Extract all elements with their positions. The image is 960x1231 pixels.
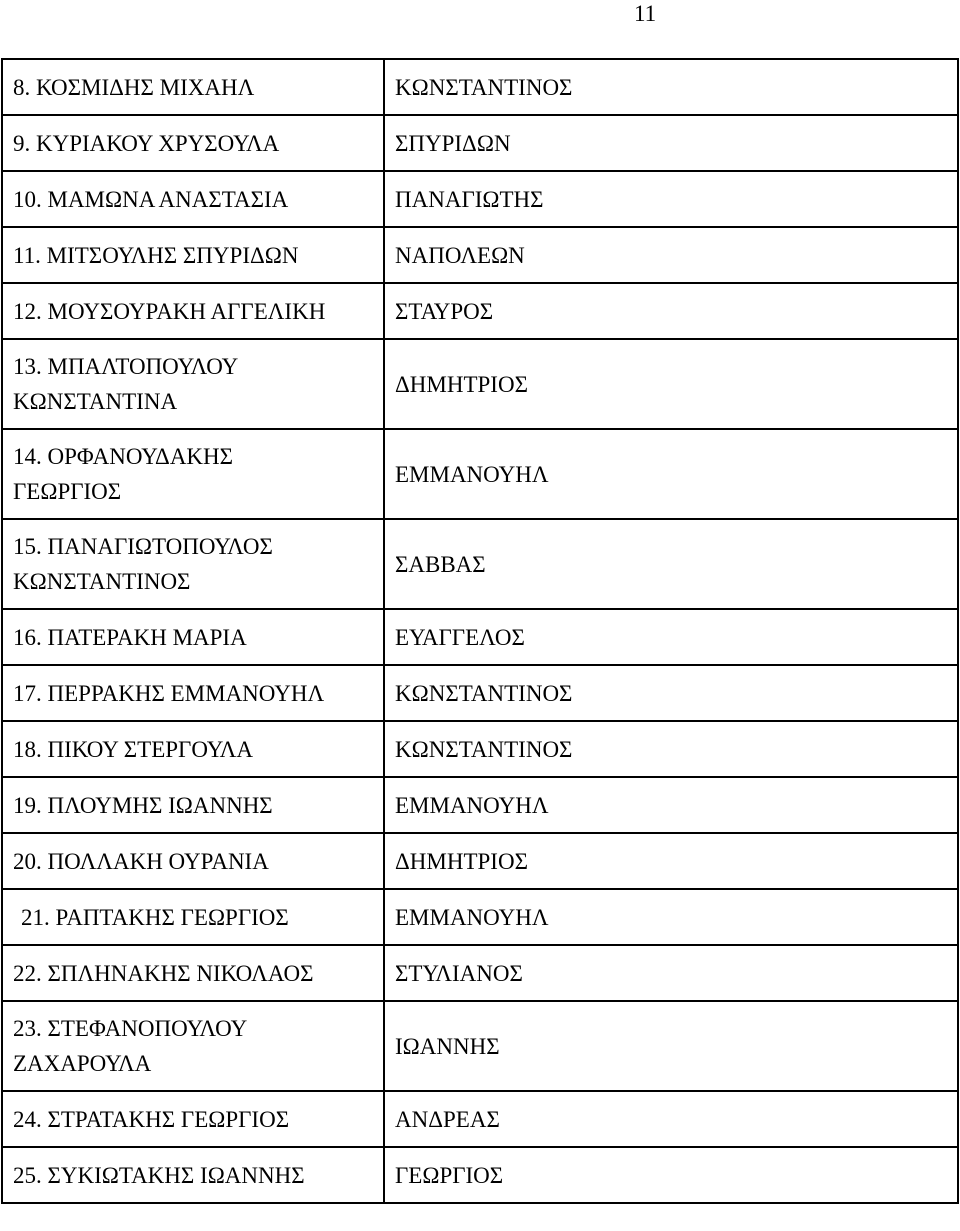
- table-row: [2, 833, 958, 889]
- table-row: [2, 227, 958, 283]
- father-name-cell: ΕΜΜΑΝΟΥΗΛ: [384, 429, 958, 519]
- person-name-cell: 11. ΜΙΤΣΟΥΛΗΣ ΣΠΥΡΙΔΩΝ: [2, 227, 384, 283]
- person-name-cell: 24. ΣΤΡΑΤΑΚΗΣ ΓΕΩΡΓΙΟΣ: [2, 1091, 384, 1147]
- table-row: [2, 609, 958, 665]
- table-row: [2, 945, 958, 1001]
- table-row: [2, 1147, 958, 1203]
- table-row: [2, 1001, 958, 1091]
- table-row: [2, 1091, 958, 1147]
- person-name-cell: 23. ΣΤΕΦΑΝΟΠΟΥΛΟΥ ΖΑΧΑΡΟΥΛΑ: [2, 1001, 384, 1091]
- person-name-cell: 21. ΡΑΠΤΑΚΗΣ ΓΕΩΡΓΙΟΣ: [2, 889, 384, 945]
- person-name-cell: 9. ΚΥΡΙΑΚΟΥ ΧΡΥΣΟΥΛΑ: [2, 115, 384, 171]
- names-table: [1, 58, 959, 1204]
- father-name-cell: ΕΥΑΓΓΕΛΟΣ: [384, 609, 958, 665]
- father-name-cell: ΠΑΝΑΓΙΩΤΗΣ: [384, 171, 958, 227]
- father-name-cell: ΓΕΩΡΓΙΟΣ: [384, 1147, 958, 1203]
- father-name-cell: ΔΗΜΗΤΡΙΟΣ: [384, 833, 958, 889]
- father-name-cell: ΚΩΝΣΤΑΝΤΙΝΟΣ: [384, 665, 958, 721]
- table-row: [2, 115, 958, 171]
- father-name-cell: ΑΝΔΡΕΑΣ: [384, 1091, 958, 1147]
- person-name-cell: 13. ΜΠΑΛΤΟΠΟΥΛΟΥ ΚΩΝΣΤΑΝΤΙΝΑ: [2, 339, 384, 429]
- person-name-cell: 18. ΠΙΚΟΥ ΣΤΕΡΓΟΥΛΑ: [2, 721, 384, 777]
- father-name-cell: ΣΑΒΒΑΣ: [384, 519, 958, 609]
- father-name-cell: ΣΤΥΛΙΑΝΟΣ: [384, 945, 958, 1001]
- table-row: [2, 171, 958, 227]
- person-name-cell: 25. ΣΥΚΙΩΤΑΚΗΣ ΙΩΑΝΝΗΣ: [2, 1147, 384, 1203]
- person-name-cell: 15. ΠΑΝΑΓΙΩΤΟΠΟΥΛΟΣ ΚΩΝΣΤΑΝΤΙΝΟΣ: [2, 519, 384, 609]
- father-name-cell: ΝΑΠΟΛΕΩΝ: [384, 227, 958, 283]
- person-name-cell: 19. ΠΛΟΥΜΗΣ ΙΩΑΝΝΗΣ: [2, 777, 384, 833]
- person-name-cell: 17. ΠΕΡΡΑΚΗΣ ΕΜΜΑΝΟΥΗΛ: [2, 665, 384, 721]
- table-row: [2, 519, 958, 609]
- person-name-cell: 20. ΠΟΛΛΑΚΗ ΟΥΡΑΝΙΑ: [2, 833, 384, 889]
- father-name-cell: ΕΜΜΑΝΟΥΗΛ: [384, 889, 958, 945]
- person-name-cell: 12. ΜΟΥΣΟΥΡΑΚΗ ΑΓΓΕΛΙΚΗ: [2, 283, 384, 339]
- person-name-cell: 10. ΜΑΜΩΝΑ ΑΝΑΣΤΑΣΙΑ: [2, 171, 384, 227]
- father-name-cell: ΚΩΝΣΤΑΝΤΙΝΟΣ: [384, 721, 958, 777]
- table-row: [2, 339, 958, 429]
- table-row: [2, 665, 958, 721]
- table-row: [2, 777, 958, 833]
- table-row: [2, 283, 958, 339]
- father-name-cell: ΙΩΑΝΝΗΣ: [384, 1001, 958, 1091]
- table-row: [2, 429, 958, 519]
- father-name-cell: ΕΜΜΑΝΟΥΗΛ: [384, 777, 958, 833]
- table-row: [2, 59, 958, 115]
- table-row: [2, 889, 958, 945]
- father-name-cell: ΔΗΜΗΤΡΙΟΣ: [384, 339, 958, 429]
- page-number: 11: [634, 1, 657, 26]
- father-name-cell: ΣΤΑΥΡΟΣ: [384, 283, 958, 339]
- father-name-cell: ΚΩΝΣΤΑΝΤΙΝΟΣ: [384, 59, 958, 115]
- table-row: [2, 721, 958, 777]
- person-name-cell: 22. ΣΠΛΗΝΑΚΗΣ ΝΙΚΟΛΑΟΣ: [2, 945, 384, 1001]
- person-name-cell: 16. ΠΑΤΕΡΑΚΗ ΜΑΡΙΑ: [2, 609, 384, 665]
- person-name-cell: 14. ΟΡΦΑΝΟΥΔΑΚΗΣ ΓΕΩΡΓΙΟΣ: [2, 429, 384, 519]
- person-name-cell: 8. ΚΟΣΜΙΔΗΣ ΜΙΧΑΗΛ: [2, 59, 384, 115]
- father-name-cell: ΣΠΥΡΙΔΩΝ: [384, 115, 958, 171]
